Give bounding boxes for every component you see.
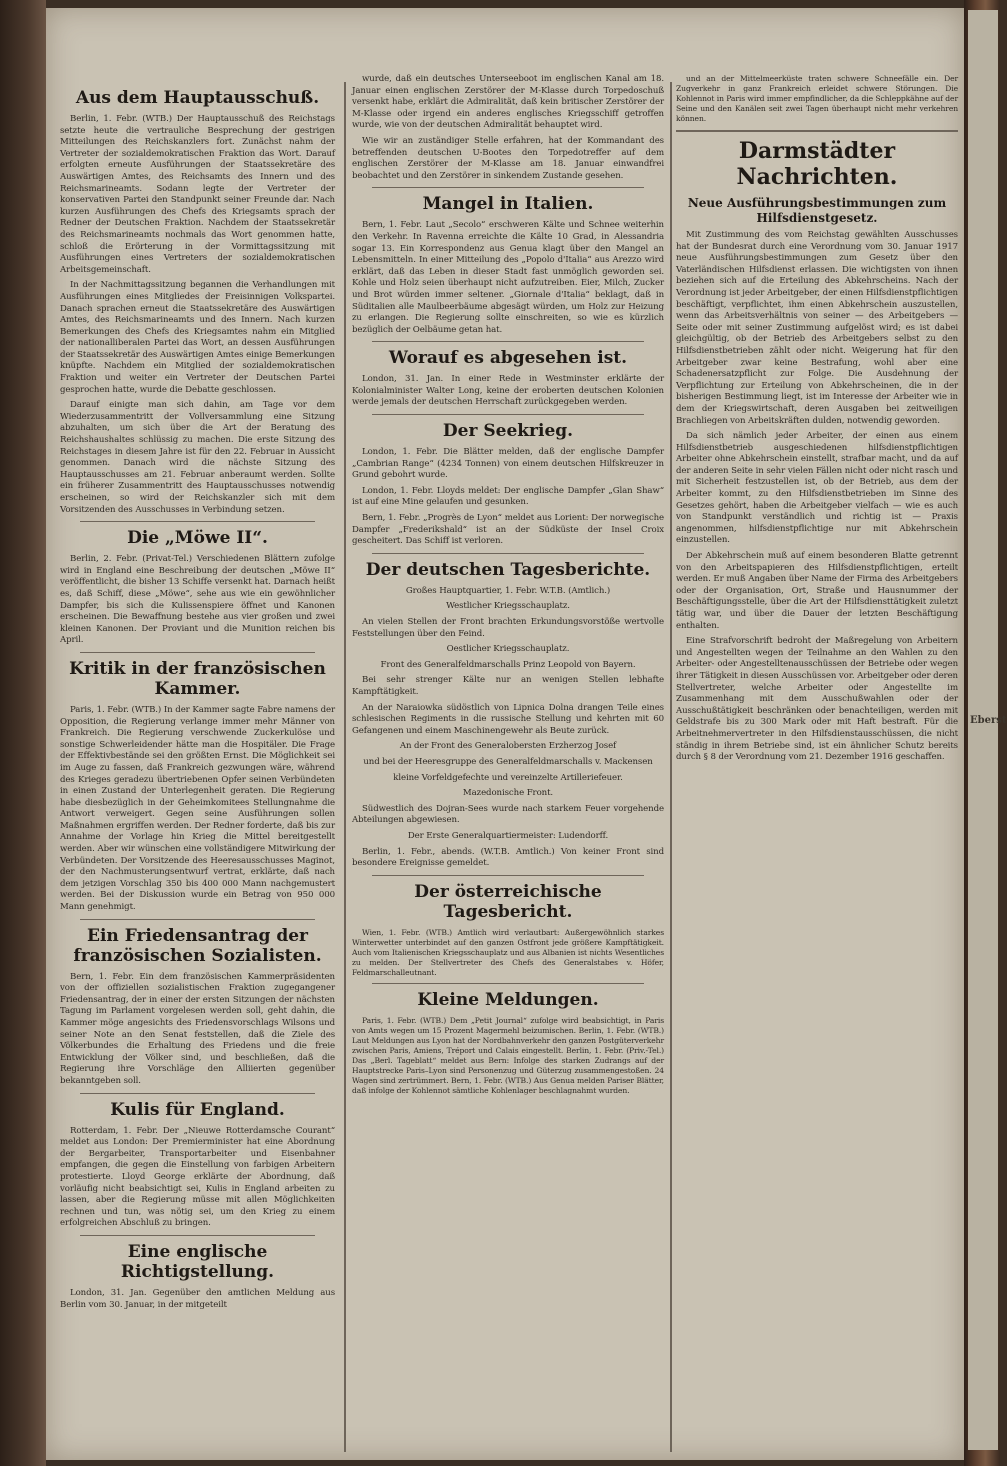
article-text: An der Naraiowka südöstlich von Lipnica Dolna drangen Teile eines schlesischen Regiments in die russische Stellung und kehrten mit 60 Gefangenen und einem Maschinengewehr als Beute zurück. — [352, 702, 664, 736]
headline-kritik: Kritik in der französischen Kammer. — [69, 658, 326, 699]
article-text: Da sich nämlich jeder Arbeiter, der einen aus einem Hilfsdienstbetrieb ausgeschiedenen hilfsdienstpflichtigen Arbeiter ohne Abkehrschein einstellt, strafbar macht, und da auf der anderen Seite in sehr vielen Fällen nicht oder nicht rasch und mit Sicherheit festzustellen ist, ob der Betrieb, aus dem der Arbeiter kommt, zu den Hilfsdienstbetrieben im Sinne des Gesetzes gehört, haben die Arbeitgeber vielfach — wie es auch von Standpunkt verständlich und richtig ist — Praxis angenommen, hilfsdienstpflichtige nur mit Abkehrschein einzustellen. — [676, 431, 958, 546]
article-text: Paris, 1. Febr. (WTB.) In der Kammer sagte Fabre namens der Opposition, die Regierung verlange immer mehr Männer von Frankreich. Die Regierung verschwende Zuckerkulöse und sonstige Schwerleidender hätte man die Hospitäler. Die Frage der Effektivbestände sei den größten Ernst. Die Möglichkeit sei im Auge zu fassen, daß Frankreich gezwungen wäre, während des Krieges geradezu übertriebenen Opfer seinen Verbündeten in einen Zustand der Unterlegenheit geraten. Die Regierung habe diesbezüglich in der Geheimkomitees Stellungnahme die Antwort verweigert. Gegen seine Ausführungen sollen Maßnahmen ergriffen werden. Der Redner forderte, daß bis zur Annahme der Vorlage hin Krieg die Mittel bereitgestellt werden. Aber wir wünschen eine vollständigere Mitwirkung der Verbündeten. Der Vorsitzende des Heeresausschusses Maginot, der den Nachmusterungsentwurf vertrat, erklärte, daß nach dem jetzigen Vorschlag 350 bis 400 000 Mann nachgemustert werden. Bei der Diskussion wurde ein Betrag von 950 000 Mann genehmigt. — [60, 704, 335, 913]
subhead: und bei der Heeresgruppe des Generalfeldmarschalls v. Mackensen — [363, 756, 653, 767]
article-text: Berlin, 1. Febr., abends. (W.T.B. Amtlich.) Von keiner Front sind besondere Ereignisse gemeldet. — [352, 846, 664, 869]
article-text: Bei sehr strenger Kälte nur an wenigen Stellen lebhafte Kampftätigkeit. — [352, 675, 664, 697]
subhead: Westlicher Kriegsschauplatz. — [446, 601, 570, 612]
divider — [372, 553, 644, 554]
subhead: An der Front des Generalobersten Erzherzog Josef — [399, 741, 617, 752]
left-page-edge — [0, 0, 46, 1466]
article-text: London, 31. Jan. Gegenüber den amtlichen Meldung aus Berlin vom 30. Januar, in der mitgeteilt — [60, 1287, 335, 1310]
divider — [80, 919, 315, 920]
article-text: Paris, 1. Febr. (WTB.) Dem „Petit Journal“ zufolge wird beabsichtigt, in Paris von Amts wegen um 15 Prozent Magermehl beizumischen. Berlin, 1. Febr. (WTB.) Laut Meldungen aus Lyon hat der Nordbahnverkehr den ganzen Postgüterverkehr zwischen Paris, Amiens, Tréport und Calais eingestellt. Berlin, 1. Febr. (Priv.-Tel.) Das „Berl. Tageblatt“ meldet aus Bern: Infolge des starken Zudrangs auf der Hauptstrecke Paris–Lyon sind Personenzug und Güterzug zusammengestoßen. 24 Wagen sind zertrümmert. Bern, 1. Febr. (WTB.) Aus Genua melden Pariser Blätter, daß infolge der Kohlennot sämtliche Kohlenlager beschlagnahmt wurden. — [352, 1015, 664, 1095]
headline-worauf: Worauf es abgesehen ist. — [388, 348, 628, 369]
article-text: Eine Strafvorschrift bedroht der Maßregelung von Arbeitern und Angestellten wegen der Teilnahme an den Wahlen zu den Arbeiter- oder Angestelltenausschüssen der Betriebe oder wegen ihrer Tätigkeit in diesen Ausschüssen vor. Arbeitgeber oder deren Stellvertreter, welche Arbeiter oder Angestellte im Zusammenhang mit dem Ausschußwahlen oder der Ausschußtätigkeit beschränken oder benachteiligen, werden mit Geldstrafe bis zu 300 Mark oder mit Haft bestraft. Für die Arbeitnehmervertreter in den Hilfsdienstausschüssen, die nicht ständig in ihrem Betriebe sind, ist ein ähnlicher Schutz bereits durch § 8 der Verordnung vom 21. Dezember 1916 geschaffen. — [676, 636, 958, 763]
column-rule-2 — [670, 82, 672, 1452]
article-text: In der Nachmittagssitzung begannen die Verhandlungen mit Ausführungen eines Mitgliedes der Freisinnigen Volkspartei. Danach sprachen erneut die Staatssekretäre des Auswärtigen Amtes, des Reichsmarineamts und des Innern. Nach kurzen Bemerkungen des Chefs des Kriegsamtes nahm ein Mitglied der nationalliberalen Partei das Wort, an dessen Ausführungen der Staatssekretär des Auswärtigen Amtes einige Bemerkungen knüpfte. Nachdem ein Mitglied der sozialdemokratischen Fraktion und weiter ein Vertreter der Deutschen Partei gesprochen hatte, wurde die Debatte geschlossen. — [60, 280, 335, 395]
subhead: Mazedonische Front. — [462, 788, 554, 799]
headline-seekrieg: Der Seekrieg. — [442, 421, 574, 442]
adjacent-page-head: Eberst — [970, 715, 1007, 726]
article-text: Bern, 1. Febr. „Progrès de Lyon“ meldet aus Lorient: Der norwegische Dampfer „Frederikshald“ ist an der Südküste der Insel Croix gescheitert. Das Schiff ist verloren. — [352, 513, 664, 547]
column-3 — [676, 74, 958, 1454]
headline-richtigstellung: Eine englische Richtigstellung. — [120, 1241, 275, 1282]
article-text: Bern, 1. Febr. Laut „Secolo“ erschweren Kälte und Schnee weiterhin den Verkehr. In Ravenna erreichte die Kälte 10 Grad, in Alessandria sogar 13. Ein Korrespondenz aus Genua klagt über den Mangel an Lebensmitteln. In einer Mitteilung des „Popolo d'Italia“ aus Arezzo wird erklärt, daß das Leben in dieser Stadt fast unmöglich geworden sei. Kohle und Holz seien überhaupt nicht aufzutreiben. Eier, Milch, Zucker und Brot würden immer seltener. „Giornale d'Italia“ beklagt, daß in Süditalien alle Maulbeerbäume abgesägt würden, um Holz zur Heizung zu erlangen. Die Regierung sollte einschreiten, so wie es kürzlich bezüglich der Oelbäume getan hat. — [352, 220, 664, 335]
dateline: Großes Hauptquartier, 1. Febr. W.T.B. (Amtlich.) — [405, 585, 611, 596]
headline-oesterr: Der österreichische Tagesbericht. — [414, 881, 602, 922]
article-text: Rotterdam, 1. Febr. Der „Nieuwe Rotterdamsche Courant“ meldet aus London: Der Premierminister hat eine Abordnung der Bergarbeiter, Transportarbeiter und Eisenbahner empfangen, die gegen die Einstellung von farbigen Arbeitern protestierte. Lloyd George erklärte der Abordnung, daß vorläufig nicht beabsichtigt sei, Kulis in England arbeiten zu lassen, aber die Regierung müsse mit allen Möglichkeiten rechnen und tun, was nötig sei, um den Krieg zu einem erfolgreichen Abschluß zu bringen. — [60, 1125, 335, 1229]
headline-mangel: Mangel in Italien. — [422, 194, 594, 215]
article-text: An vielen Stellen der Front brachten Erkundungsvorstöße wertvolle Feststellungen über den Feind. — [352, 617, 664, 639]
subhead: Oestlicher Kriegsschauplatz. — [446, 644, 570, 655]
article-text: Südwestlich des Dojran-Sees wurde nach starkem Feuer vorgehende Abteilungen abgewiesen. — [352, 803, 664, 826]
subhead: Front des Generalfeldmarschalls Prinz Leopold von Bayern. — [380, 659, 636, 670]
article-text: London, 31. Jan. In einer Rede in Westminster erklärte der Kolonialminister Walter Long, keine der eroberten deutschen Kolonien werde jemals der deutschen Herrschaft zurückgegeben werden. — [352, 374, 664, 408]
article-text: London, 1. Febr. Die Blätter melden, daß der englische Dampfer „Cambrian Range“ (4234 Tonnen) von einem deutschen Hilfskreuzer in Grund gebohrt wurde. — [352, 447, 664, 481]
divider — [372, 414, 644, 415]
article-text: und an der Mittelmeerküste traten schwere Schneefälle ein. Der Zugverkehr in ganz Frankreich erleidet schwere Störungen. Die Kohlennot in Paris wird immer empfindlicher, da die Schleppkähne auf der Seine und den Kanälen seit zwei Tagen überhaupt nicht mehr verkehren können. — [676, 74, 958, 123]
article-text: Wien, 1. Febr. (WTB.) Amtlich wird verlautbart: Außergewöhnlich starkes Winterwetter unterbindet auf den ganzen Ostfront jede größere Kampftätigkeit. Auch vom Italienischen Kriegsschauplatz und aus Albanien ist nichts Wesentliches zu melden. Der Stellvertreter des Chefs des Generalstabes v. Höfer, Feldmarschalleutnant. — [352, 927, 664, 977]
article-text: Mit Zustimmung des vom Reichstag gewählten Ausschusses hat der Bundesrat durch eine Verordnung vom 30. Januar 1917 neue Ausführungsbestimmungen zum Gesetz über den Vaterländischen Hilfsdienst erlassen. Die wichtigsten von ihnen beziehen sich auf die Erteilung des Abkehrscheins. Nach der Verordnung ist jeder Arbeitgeber, der einen Hilfsdienstpflichtigen beschäftigt, verpflichtet, ihm einen Abkehrschein auszustellen, wenn das Arbeitsverhältnis von seiner — des Arbeitgebers — Seite oder mit seiner Zustimmung aufgelöst wird; es ist dabei gleichgültig, ob der Betrieb des Arbeitgebers selbst zu den Hilfsdienstbetrieben zählt oder nicht. Weigerung hat für den Arbeitgeber zwar keine Bestrafung, wohl aber eine Schadenersatzpflicht zur Folge. Die Ausdehnung der Verpflichtung zur Erteilung von Abkehrscheinen, die in der bisherigen Bestimmung liegt, ist im Interesse der Arbeiter wie in dem der Kriegswirtschaft, deren Ausgaben bei zeitweiligen Brachliegen von Arbeitskräften dulden, notwendig geworden. — [676, 230, 958, 426]
article-text: Wie wir an zuständiger Stelle erfahren, hat der Kommandant des betreffenden deutschen U-Bootes den Torpedotreffer auf dem englischen Zerstörer der M-Klasse am 18. Januar einwandfrei beobachtet und den Zerstörer in sinkendem Zustande gesehen. — [352, 135, 664, 181]
column-rule-1 — [344, 82, 346, 1452]
adjacent-page-edge — [968, 10, 1007, 1450]
divider — [80, 652, 315, 653]
headline-tagesberichte: Der deutschen Tagesberichte. — [365, 559, 651, 580]
divider — [372, 875, 644, 876]
headline-darmstaedter: Darmstädter Nachrichten. — [736, 138, 898, 190]
divider — [80, 1235, 315, 1236]
article-text: Berlin, 1. Febr. (WTB.) Der Hauptausschuß des Reichstags setzte heute die vertrauliche Besprechung der gestrigen Mitteilungen des Reichskanzlers fort. Zunächst nahm der Vertreter der sozialdemokratischen Fraktion das Wort. Darauf erfolgten erneute Ausführungen der Staatssekretäre des Auswärtigen Amtes, des Reichsamts des Innern und des Reichsmarineamts. Sodann legte der Vertreter der konservativen Partei den Standpunkt seiner Freunde dar. Nach kurzen Ausführungen des Chefs des Kriegsamts sprach der Redner der Deutschen Fraktion. Nachdem der Staatssekretär des Reichsmarineamts nochmals das Wort genommen hatte, schloß die Erörterung in der Vormittagssitzung mit Ausführungen eines Vertreters der sozialdemokratischen Arbeitsgemeinschaft. — [60, 114, 335, 275]
divider — [372, 983, 644, 984]
signature: Der Erste Generalquartiermeister: Ludendorff. — [407, 830, 609, 841]
article-text: Bern, 1. Febr. Ein dem französischen Kammerpräsidenten von der offiziellen sozialistischen Fraktion zugegangener Friedensantrag, der in einer der ersten Sitzungen der nächsten Tagung im Parlament vorgelesen werden soll, geht dahin, die Kammer möge angesichts des Friedensvorschlags Wilsons und seiner Note an den Senat feststellen, daß die Ziele des Völkerbundes die Erhaltung des Friedens und die freie Entwicklung der Völker sind, und beschließen, daß die Regierung ihre Vorschläge den Alliierten gegenüber bekanntgeben soll. — [60, 971, 335, 1086]
article-text: Darauf einigte man sich dahin, am Tage vor dem Wiederzusammentritt der Vollversammlung eine Sitzung abzuhalten, um sich über die Art der Beratung des Reichshaushaltes schlüssig zu machen. Die erste Sitzung des Reichstages in diesem Jahre ist für den 22. Februar in Aussicht genommen. Danach wird die nächste Sitzung des Hauptausschusses am 21. Februar anberaumt werden. Sollte ein früherer Zusammentritt des Hauptausschusses notwendig erscheinen, so wird der Reichskanzler sich mit dem Vorsitzenden des Ausschusses in Verbindung setzen. — [60, 400, 335, 515]
divider — [80, 521, 315, 522]
article-text: London, 1. Febr. Lloyds meldet: Der englische Dampfer „Glan Shaw“ ist auf eine Mine gelaufen und gesunken. — [352, 485, 664, 508]
article-text: Berlin, 2. Febr. (Privat-Tel.) Verschiedenen Blättern zufolge wird in England eine Beschreibung der deutschen „Möwe II“ veröffentlicht, die bisher 13 Schiffe versenkt hat. Darnach heißt es, daß Schiff, diese „Möwe“, sehe aus wie ein gewöhnlicher Dampfer, bis sich die Kulissenspiere öffnet und Kanonen erscheinen. Die Bewaffnung bestehe aus vier großen und zwei kleinen Kanonen. Der Proviant und die Munition reichen bis April. — [60, 554, 335, 646]
divider — [372, 187, 644, 188]
headline-kulis: Kulis für England. — [110, 1099, 285, 1120]
article-text: kleine Vorfeldgefechte und vereinzelte Artilleriefeuer. — [393, 772, 623, 783]
subheadline-neue: Neue Ausführungsbestimmungen zum Hilfsdienstgesetz. — [687, 196, 947, 225]
divider — [372, 341, 644, 342]
article-text: wurde, daß ein deutsches Unterseeboot im englischen Kanal am 18. Januar einen englischen Zerstörer der M-Klasse durch Torpedoschuß versenkt habe, erklärt die Admiralität, daß kein britischer Zerstörer der M-Klasse oder irgend ein anderes englisches Kriegsschiff getroffen wurde, wie von der deutschen Admiralität behauptet wird. — [352, 74, 664, 131]
divider — [80, 1093, 315, 1094]
column-1 — [60, 82, 335, 1462]
article-text: Der Abkehrschein muß auf einem besonderen Blatte getrennt von den Arbeitspapieren des Hilfsdienstpflichtigen, erteilt werden. Er muß Angaben über Name der Firma des Arbeitgebers oder der Organisation, Ort, Straße und Hausnummer der Beschäftigungsstelle, über die Art der Hilfsdiensttätigkeit zuletzt tätig war, und über die Dauer der letzten Beschäftigung enthalten. — [676, 551, 958, 631]
headline-kleine: Kleine Meldungen. — [417, 989, 599, 1010]
headline-moewe: Die „Möwe II“. — [127, 528, 268, 549]
headline-friedensantrag: Ein Friedensantrag der französischen Sozialisten. — [73, 925, 322, 966]
divider — [676, 130, 958, 132]
column-2 — [352, 74, 664, 1454]
headline-hauptausschuss: Aus dem Hauptausschuß. — [75, 88, 320, 108]
